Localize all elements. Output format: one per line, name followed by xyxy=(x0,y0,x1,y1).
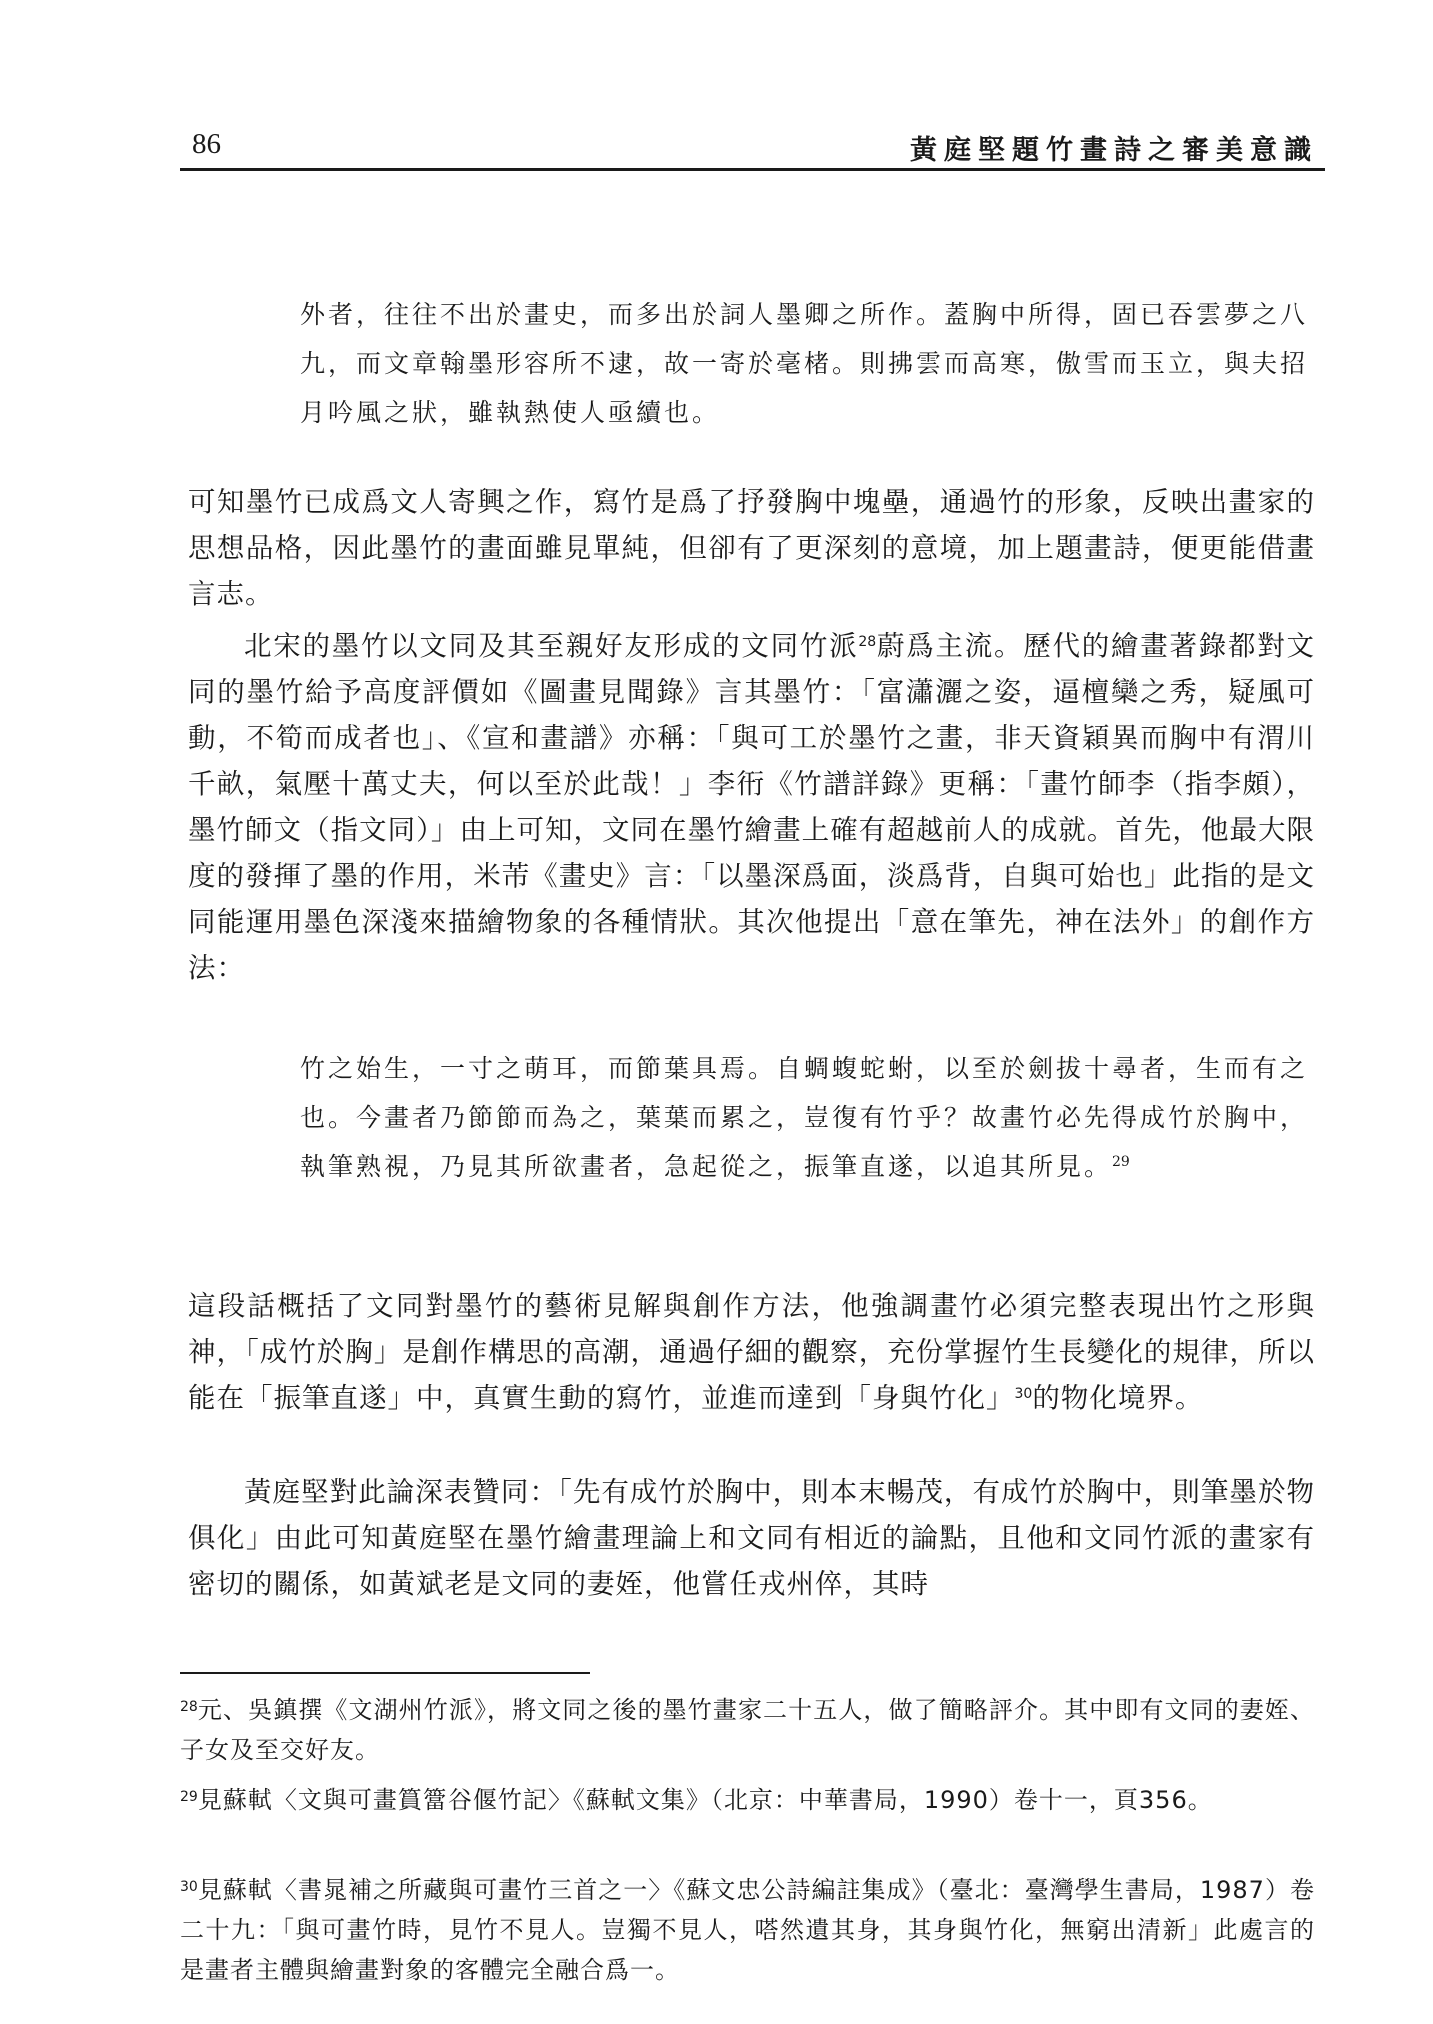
paragraph-3-text-b: 的物化境界。 xyxy=(1032,1382,1204,1414)
paragraph-3-text-a: 這段話概括了文同對墨竹的藝術見解與創作方法，他強調畫竹必須完整表現出竹之形與神，「成竹於胸」是創作構思的高潮，通過仔細的觀察，充份掌握竹生長變化的規律，所以能在「振筆直遂」中，真實生動的寫竹，並進而達到「身與竹化」 xyxy=(188,1290,1315,1414)
block-quote-2-text: 竹之始生，一寸之萌耳，而節葉具焉。自蜩蝮蛇蚹，以至於劍拔十尋者，生而有之也。今畫者乃節節而為之，葉葉而累之，豈復有竹乎？故畫竹必先得成竹於胸中，執筆熟視，乃見其所欲畫者，急起從之，振筆直遂，以追其所見。 xyxy=(300,1054,1309,1181)
footnote-text: 元、吳鎮撰《文湖州竹派》，將文同之後的墨竹畫家二十五人，做了簡略評介。其中即有文同的妻姪、子女及至交好友。 xyxy=(180,1696,1315,1764)
footnote-ref-29: 29 xyxy=(1112,1154,1130,1170)
page-number: 86 xyxy=(192,128,221,160)
paragraph-2-text-a: 北宋的墨竹以文同及其至親好友形成的文同竹派 xyxy=(244,630,859,662)
footnote-number: 28 xyxy=(180,1699,198,1715)
footnote-ref-28: 28 xyxy=(858,634,877,650)
footnote-rule xyxy=(180,1672,590,1674)
footnote-number: 30 xyxy=(180,1879,198,1895)
footnote-number: 29 xyxy=(180,1789,198,1805)
footnote-28 xyxy=(180,1690,1315,1770)
footnote-ref-30: 30 xyxy=(1014,1386,1033,1402)
running-title: 黃庭堅題竹畫詩之審美意識 xyxy=(910,135,1318,166)
paragraph-4: 黃庭堅對此論深表贊同：「先有成竹於胸中，則本末暢茂，有成竹於胸中，則筆墨於物俱化」由此可知黃庭堅在墨竹繪畫理論上和文同有相近的論點，且他和文同竹派的畫家有密切的關係，如黃斌老是文同的妻姪，他嘗任戎州倅，其時 xyxy=(188,1476,1315,1600)
header-rule xyxy=(180,168,1325,171)
footnote-29 xyxy=(180,1780,1315,1820)
footnote-text: 見蘇軾〈文與可畫篔簹谷偃竹記〉《蘇軾文集》（北京：中華書局，1990）卷十一，頁356。 xyxy=(197,1786,1213,1814)
footnote-30 xyxy=(180,1870,1315,1990)
page-header xyxy=(188,118,1318,168)
footnote-text: 見蘇軾〈書晁補之所藏與可畫竹三首之一〉《蘇文忠公詩編註集成》（臺北：臺灣學生書局，1987）卷二十九：「與可畫竹時，見竹不見人。豈獨不見人，嗒然遺其身，其身與竹化，無窮出清新」此處言的是畫者主體與繪畫對象的客體完全融合爲一。 xyxy=(180,1876,1315,1984)
paragraph-2 xyxy=(188,623,1315,991)
block-quote-1: 外者，往往不出於畫史，而多出於詞人墨卿之所作。蓋胸中所得，固已吞雲夢之八九，而文章翰墨形容所不逮，故一寄於毫楮。則拂雲而高寒，傲雪而玉立，與夫招月吟風之狀，雖執熱使人亟續也。 xyxy=(300,300,1309,427)
block-quote-2 xyxy=(300,1044,1308,1191)
paragraph-3 xyxy=(188,1283,1315,1421)
paragraph-1: 可知墨竹已成爲文人寄興之作，寫竹是爲了抒發胸中塊壘，通過竹的形象，反映出畫家的思想品格，因此墨竹的畫面雖見單純，但卻有了更深刻的意境，加上題畫詩，便更能借畫言志。 xyxy=(188,486,1315,610)
paragraph-2-text-b: 蔚爲主流。歷代的繪畫著錄都對文同的墨竹給予高度評價如《圖畫見聞錄》言其墨竹：「富瀟灑之姿，逼檀欒之秀，疑風可動，不筍而成者也」、《宣和畫譜》亦稱：「與可工於墨竹之畫，非天資穎異而胸中有渭川千畝，氣壓十萬丈夫，何以至於此哉！」李衎《竹譜詳錄》更稱：「畫竹師李（指李頗），墨竹師文（指文同）」由上可知，文同在墨竹繪畫上確有超越前人的成就。首先，他最大限度的發揮了墨的作用，米芾《畫史》言：「以墨深爲面，淡爲背，自與可始也」此指的是文同能運用墨色深淺來描繪物象的各種情狀。其次他提出「意在筆先，神在法外」的創作方法： xyxy=(188,630,1316,984)
